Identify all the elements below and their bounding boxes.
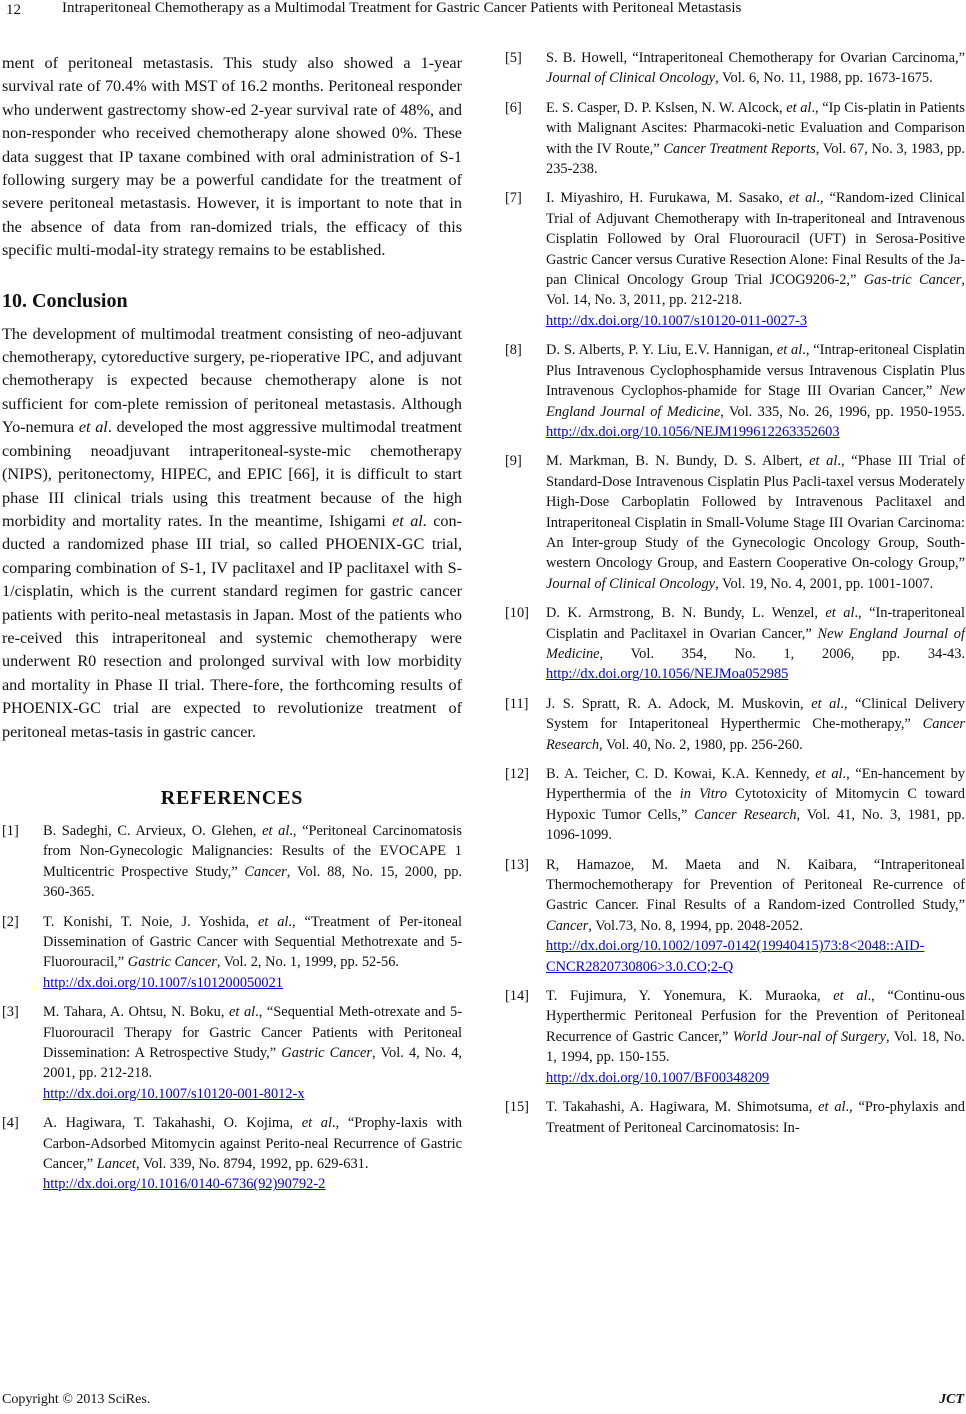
reference-authors-and-title: S. B. Howell, “Intraperitoneal Chemotherapy for Ovarian Carcinoma,” (546, 50, 965, 66)
reference-authors-and-title: D. K. Armstrong, B. N. Bundy, L. Wenzel, (546, 605, 826, 622)
reference-title: ., “Sequential Meth-otrexate and 5-Fluorouracil Therapy for Gastric Cancer Patients with Peritoneal Dissemination: A Retrospective Study,” (43, 1004, 463, 1062)
reference-citation: , Vol. 88, No. 15, 2000, pp. 360-365. (43, 863, 463, 901)
reference-et-al: et al (776, 342, 803, 359)
journal-abbreviation: JCT (939, 1392, 964, 1407)
reference-citation: , Vol. 40, No. 2, 1980, pp. 256-260. (599, 736, 803, 753)
reference-number: [10] (505, 605, 529, 622)
reference-et-al: et al (257, 913, 289, 930)
reference-title-cont: Cytotoxicity of Mitomycin C toward Hypoxic Tumor Cells,” (546, 786, 965, 823)
reference-text (43, 821, 462, 903)
reference-number: [2] (2, 913, 19, 930)
reference-text (43, 1113, 462, 1195)
page-number: 12 (6, 2, 21, 18)
reference-number: [4] (2, 1115, 19, 1132)
reference-entry (2, 1002, 462, 1104)
reference-et-al: et al (788, 190, 817, 207)
conclusion-text-3: . con-ducted a randomized phase III trial, so called PHOENIX-GC trial, comparing combination of S-1, IV paclitaxel and IP paclitaxel with S-1/cisplatin, which is the current standard regimen for gastric cancer patients with perito-neal metastasis in Japan. Most of the patients who re-ceived this intraperitoneal and systemic chemotherapy were underwent R0 resection and prolonged survival with low morbidity and mortality in Phase II trial. There-fore, the forthcoming results of PHOENIX-GC trial are expected to revolutionize treatment of peritoneal metas-tasis in gastric cancer. (2, 511, 463, 741)
reference-entry (505, 694, 965, 755)
reference-text (546, 603, 965, 685)
reference-journal: New England Journal of Medicine (546, 383, 965, 420)
reference-doi-link[interactable]: http://dx.doi.org/10.1007/BF00348209 (546, 1069, 770, 1086)
reference-journal: Lancet (96, 1156, 136, 1173)
reference-doi-link[interactable]: http://dx.doi.org/10.1007/s10120-011-0027-3 (546, 312, 808, 329)
reference-doi-link[interactable]: http://dx.doi.org/10.1056/NEJM199612263352603 (546, 423, 840, 440)
reference-citation: , Vol. 335, No. 26, 1996, pp. 1950-1955. (720, 403, 965, 420)
reference-entry (505, 603, 965, 685)
reference-citation: , Vol. 41, No. 3, 1981, pp. 1096-1099. (546, 806, 965, 844)
reference-text (546, 694, 965, 755)
references-list-right (505, 48, 965, 1138)
reference-number: [6] (505, 99, 522, 116)
reference-entry (505, 451, 965, 594)
reference-journal: Cancer Research (694, 806, 797, 823)
reference-authors-and-title: A. Hagiwara, T. Takahashi, O. Kojima, (43, 1115, 302, 1132)
reference-number: [14] (505, 988, 529, 1005)
reference-number: [12] (505, 766, 529, 782)
reference-number: [1] (2, 822, 19, 839)
reference-et-al: et al (809, 453, 838, 470)
reference-citation: , Vol. 67, No. 3, 1983, pp. 235-238. (546, 140, 965, 178)
reference-authors-and-title: R, Hamazoe, M. Maeta and N. Kaibara, “Intraperitoneal Thermochemotherapy for Prevention of Peritoneal Re-currence of Gastric Cancer. Final Results of a Random-ized Controlled Study,” (546, 856, 965, 914)
reference-text (546, 764, 965, 846)
conclusion-em-2: et al (392, 511, 423, 530)
reference-number: [9] (505, 453, 522, 470)
reference-title: ., “Prophy-laxis with Carbon-Adsorbed Mitomycin against Perito-neal Recurrence of Gastric Cancer,” (43, 1115, 462, 1173)
reference-title: ., “Clinical Delivery System for Intaperitoneal Hyperthermic Che-motherapy,” (546, 695, 965, 733)
reference-authors-and-title: T. Konishi, T. Noie, J. Yoshida, (43, 913, 258, 930)
reference-title: ., “Treatment of Per-itoneal Dissemination of Gastric Cancer with Sequential Methotrexate and 5-Fluorouracil,” (43, 913, 462, 971)
reference-title: ., “En-hancement by Hyperthermia of the (546, 766, 965, 803)
reference-journal: Cancer Treatment Reports (663, 140, 816, 157)
right-column (505, 48, 965, 1147)
reference-title: ., “Intrap-eritoneal Cisplatin Plus Intravenous Cyclophosphamide versus Intravenous Cisplatin Plus Intravenous Cyclophos-phamide for Stage III Ovarian Cancer,” (546, 342, 965, 400)
reference-entry (2, 821, 462, 903)
reference-citation: , Vol. 19, No. 4, 2001, pp. 1001-1007. (715, 575, 934, 592)
reference-title: ., “In-traperitoneal Cisplatin and Paclitaxel in Ovarian Cancer,” (546, 605, 965, 642)
conclusion-em-1: et al (78, 418, 108, 437)
page-footer (0, 1392, 966, 1414)
reference-text (546, 98, 965, 180)
reference-title: ., “Peritoneal Carcinomatosis from Non-Gynecologic Malignancies: Results of the EVOCAPE 1 Multicentric Prospective Study,” (43, 822, 462, 880)
reference-doi-link[interactable]: http://dx.doi.org/10.1007/s10120-001-8012-x (43, 1085, 305, 1102)
reference-entry (505, 48, 965, 89)
reference-authors-and-title: I. Miyashiro, H. Furukawa, M. Sasako, (546, 190, 789, 207)
reference-journal: World Jour-nal of Surgery (732, 1028, 886, 1045)
reference-journal: Cancer Research (546, 716, 965, 753)
references-list-left (2, 821, 462, 1195)
reference-text (546, 1097, 965, 1138)
copyright-notice: Copyright © 2013 SciRes. (2, 1392, 151, 1407)
reference-title: ., “Pro-phylaxis and Treatment of Peritoneal Carcinomatosis: In- (546, 1099, 965, 1136)
reference-citation: , Vol. 4, No. 4, 2001, pp. 212-218. (43, 1045, 463, 1082)
reference-text (546, 986, 965, 1088)
reference-doi-link[interactable]: http://dx.doi.org/10.1002/1097-0142(19940415)73:8<2048::AID-CNCR2820730806>3.0.CO;2-Q (546, 938, 925, 975)
reference-citation: , Vol. 18, No. 1, 1994, pp. 150-155. (546, 1028, 965, 1066)
reference-citation: , Vol. 6, No. 11, 1988, pp. 1673-1675. (715, 70, 933, 87)
reference-journal: Gas-tric Cancer (863, 272, 962, 289)
reference-number: [3] (2, 1004, 19, 1021)
intro-paragraph: ment of peritoneal metastasis. This study also showed a 1-year survival rate of 70.4% with MST of 16.2 months. Peritoneal responder who underwent gastrectomy show-ed 2-year survival rate of 48%, and non-responder who received chemotherapy alone showed 0%. These data suggest that IP taxane combined with oral administration of S-1 following surgery may be a powerful candidate for the treatment of severe peritoneal metastasis. However, it is important to note that in the absence of data from ran-domized trials, the efficacy of this specific multi-modal-ity strategy remains to be established. (2, 54, 462, 260)
reference-entry (505, 188, 965, 331)
conclusion-heading: 10. Conclusion (2, 289, 128, 312)
reference-et-al: et al (818, 1099, 846, 1116)
reference-entry (505, 340, 965, 442)
reference-number: [13] (505, 856, 529, 873)
reference-title: ., “Continu-ous Hyperthermic Peritoneal Perfusion for the Prevention of Peritoneal Recurrence of Gastric Cancer,” (546, 988, 965, 1045)
conclusion-paragraph (2, 323, 462, 744)
reference-et-al: et al (825, 605, 855, 622)
reference-citation: , Vol.73, No. 8, 1994, pp. 2048-2052. (588, 917, 803, 934)
reference-et-al: et al (786, 99, 812, 116)
reference-text (43, 912, 462, 994)
reference-journal: Cancer (546, 917, 589, 934)
reference-journal: New England Journal of Medicine (546, 625, 965, 662)
reference-journal: Cancer (244, 863, 287, 880)
reference-entry (505, 855, 965, 977)
reference-journal: Gastric Cancer (127, 954, 217, 971)
reference-text (546, 855, 965, 977)
reference-title: ., “Phase III Trial of Standard-Dose Intravenous Cisplatin Plus Pacli-taxel versus Moderately High-Dose Carboplatin Followed by Intravenous Paclitaxel and Intraperitoneal Cisplatin in Small-Volume Stage III Ovarian Carcinoma: An Inter-group Study of the Gynecologic Oncology Group, South-western Oncology Group, and Eastern Cooperative On-cology Group,” (546, 453, 965, 572)
reference-entry (505, 98, 965, 180)
reference-citation: , Vol. 354, No. 1, 2006, pp. 34-43. (599, 645, 965, 662)
reference-italic-term: in Vitro (679, 786, 728, 803)
reference-authors-and-title: B. Sadeghi, C. Arvieux, O. Glehen, (43, 822, 263, 839)
reference-journal: Gastric Cancer (281, 1045, 372, 1062)
reference-number: [7] (505, 190, 522, 207)
reference-number: [11] (505, 695, 529, 712)
reference-et-al: et al (815, 766, 843, 782)
reference-title: ., “Ip Cis-platin in Patients with Malignant Ascites: Pharmacoki-netic Evaluation and Comparison with the IV Route,” (546, 99, 965, 157)
reference-journal: Journal of Clinical Oncology (546, 70, 716, 87)
reference-doi-link[interactable]: http://dx.doi.org/10.1056/NEJMoa052985 (546, 666, 789, 683)
reference-text (546, 188, 965, 331)
conclusion-text-2: . developed the most aggressive multimodal treatment combining neoadjuvant intraperitoneal-syste-mic chemotherapy (NIPS), peritonectomy, HIPEC, and EPIC [66], it is difficult to start phase III clinical trials using this treatment because of the high morbidity and mortality rates. In the meantime, Ishigami (2, 418, 462, 530)
reference-text (43, 1002, 462, 1104)
reference-citation: , Vol. 339, No. 8794, 1992, pp. 629-631. (135, 1156, 369, 1173)
reference-et-al: et al (833, 988, 868, 1005)
reference-title: ., “Random-ized Clinical Trial of Adjuvant Chemotherapy with In-traperitoneal and Intravenous Cisplatin Followed by Oral Fluorouracil (UFT) in Serosa-Positive Gastric Cancer versus Curative Resection Alone: Final Results of the Ja-pan Clinical Oncology Group Trial JCOG9206-2,” (546, 190, 965, 289)
reference-doi-link[interactable]: http://dx.doi.org/10.1016/0140-6736(92)90792-2 (43, 1176, 326, 1193)
reference-citation: , Vol. 2, No. 1, 1999, pp. 52-56. (216, 954, 400, 971)
reference-authors-and-title: J. S. Spratt, R. A. Adock, M. Muskovin, (546, 695, 812, 712)
reference-journal: Journal of Clinical Oncology (546, 575, 716, 592)
reference-authors-and-title: M. Tahara, A. Ohtsu, N. Boku, (43, 1004, 229, 1021)
reference-authors-and-title: M. Markman, B. N. Bundy, D. S. Albert, (546, 453, 810, 470)
reference-authors-and-title: B. A. Teicher, C. D. Kowai, K.A. Kennedy, (546, 766, 816, 782)
reference-citation: , Vol. 14, No. 3, 2011, pp. 212-218. (546, 272, 965, 309)
reference-entry (505, 986, 965, 1088)
reference-text (546, 340, 965, 442)
reference-et-al: et al (229, 1004, 256, 1021)
reference-authors-and-title: T. Takahashi, A. Hagiwara, M. Shimotsuma, (546, 1099, 819, 1116)
reference-et-al: et al (262, 822, 290, 839)
reference-et-al: et al (811, 695, 841, 712)
running-title: Intraperitoneal Chemotherapy as a Multimodal Treatment for Gastric Cancer Patients with Peritoneal Metastasis (62, 0, 742, 16)
reference-entry (2, 912, 462, 994)
reference-number: [5] (505, 50, 522, 66)
reference-text (546, 451, 965, 594)
reference-entry (505, 1097, 965, 1138)
references-heading: REFERENCES (160, 786, 304, 809)
page-header (0, 0, 966, 22)
reference-authors-and-title: D. S. Alberts, P. Y. Liu, E.V. Hannigan, (546, 342, 777, 359)
reference-authors-and-title: E. S. Casper, D. P. Kslsen, N. W. Alcock, (546, 99, 787, 116)
reference-number: [15] (505, 1099, 529, 1116)
reference-doi-link[interactable]: http://dx.doi.org/10.1007/s101200050021 (43, 974, 283, 991)
left-column (2, 52, 462, 1204)
reference-et-al: et al (301, 1115, 332, 1132)
reference-number: [8] (505, 342, 522, 359)
reference-text (546, 48, 965, 89)
reference-authors-and-title: T. Fujimura, Y. Yonemura, K. Muraoka, (546, 988, 834, 1005)
conclusion-text-1: The development of multimodal treatment consisting of neo-adjuvant chemotherapy, cytoreductive surgery, pe-rioperative IPC, and adjuvant chemotherapy is expected because chemotherapy alone is not sufficient for com-plete remission of peritoneal metastasis. Although Yo-nemura (2, 324, 462, 437)
reference-entry (505, 764, 965, 846)
reference-entry (2, 1113, 462, 1195)
